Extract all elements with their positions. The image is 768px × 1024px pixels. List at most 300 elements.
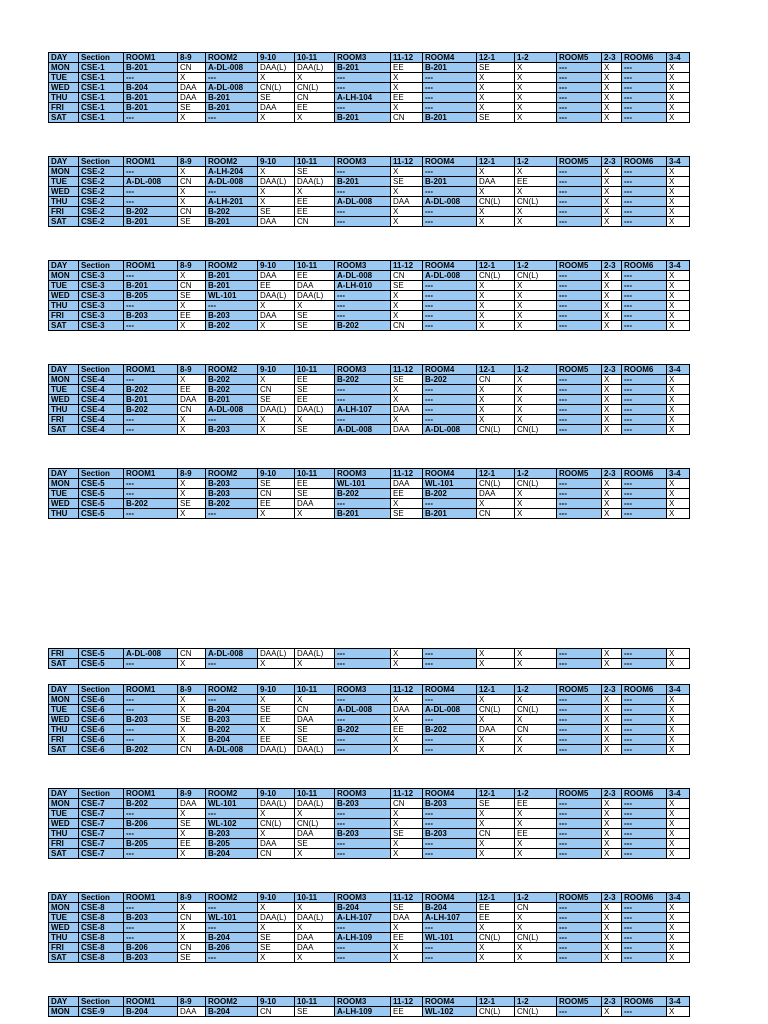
- header-cell: ROOM3: [335, 789, 391, 799]
- table-cell: DAA(L): [295, 649, 335, 659]
- table-cell: FRI: [49, 311, 79, 321]
- table-cell: X: [602, 197, 622, 207]
- table-cell: X: [258, 425, 295, 435]
- table-cell: CSE-8: [79, 933, 124, 943]
- table-cell: CSE-2: [79, 207, 124, 217]
- header-cell: 8-9: [178, 789, 206, 799]
- table-cell: ---: [622, 375, 667, 385]
- table-cell: A-DL-008: [206, 745, 258, 755]
- header-cell: DAY: [49, 53, 79, 63]
- table-cell: THU: [49, 933, 79, 943]
- table-row: [49, 1007, 690, 1017]
- table-cell: X: [515, 375, 557, 385]
- table-cell: ---: [557, 321, 602, 331]
- header-cell: 3-4: [667, 469, 690, 479]
- table-cell: X: [178, 301, 206, 311]
- table-cell: X: [515, 849, 557, 859]
- table-cell: X: [515, 311, 557, 321]
- table-cell: EE: [258, 715, 295, 725]
- header-cell: 9-10: [258, 365, 295, 375]
- table-cell: B-203: [423, 829, 477, 839]
- table-cell: CSE-2: [79, 197, 124, 207]
- table-cell: ---: [557, 177, 602, 187]
- table-cell: X: [258, 923, 295, 933]
- table-cell: X: [178, 725, 206, 735]
- table-cell: ---: [335, 715, 391, 725]
- table-cell: SE: [178, 499, 206, 509]
- table-cell: SE: [258, 479, 295, 489]
- table-cell: ---: [622, 321, 667, 331]
- table-cell: B-206: [124, 819, 178, 829]
- table-cell: ---: [124, 187, 178, 197]
- table-cell: CSE-5: [79, 489, 124, 499]
- table-cell: A-DL-008: [335, 197, 391, 207]
- table-cell: X: [515, 93, 557, 103]
- header-cell: 11-12: [391, 365, 423, 375]
- table-cell: CSE-3: [79, 321, 124, 331]
- table-cell: X: [295, 187, 335, 197]
- header-cell: 8-9: [178, 685, 206, 695]
- table-cell: ---: [335, 735, 391, 745]
- table-cell: ---: [124, 73, 178, 83]
- timetable-block: [48, 648, 690, 669]
- table-cell: A-DL-008: [124, 177, 178, 187]
- table-cell: ---: [622, 819, 667, 829]
- timetable-block: [48, 260, 690, 331]
- table-row: [49, 809, 690, 819]
- table-cell: B-202: [124, 799, 178, 809]
- header-cell: Section: [79, 997, 124, 1007]
- table-cell: ---: [557, 933, 602, 943]
- table-cell: ---: [335, 745, 391, 755]
- header-cell: 2-3: [602, 893, 622, 903]
- table-cell: X: [477, 321, 515, 331]
- table-cell: X: [515, 405, 557, 415]
- table-cell: WED: [49, 819, 79, 829]
- table-cell: B-206: [206, 943, 258, 953]
- table-cell: X: [667, 271, 690, 281]
- table-cell: X: [295, 415, 335, 425]
- table-cell: WED: [49, 291, 79, 301]
- header-cell: 2-3: [602, 157, 622, 167]
- table-cell: CN: [178, 63, 206, 73]
- table-cell: X: [477, 715, 515, 725]
- table-cell: X: [477, 83, 515, 93]
- timetable-block: [48, 892, 690, 963]
- table-cell: X: [295, 113, 335, 123]
- table-cell: SE: [178, 953, 206, 963]
- table-cell: B-202: [335, 375, 391, 385]
- table-cell: X: [602, 395, 622, 405]
- table-cell: DAA: [391, 479, 423, 489]
- header-cell: DAY: [49, 157, 79, 167]
- table-cell: EE: [295, 103, 335, 113]
- header-row: [49, 157, 690, 167]
- table-cell: DAA(L): [258, 291, 295, 301]
- table-cell: X: [602, 385, 622, 395]
- header-cell: ROOM4: [423, 469, 477, 479]
- table-cell: ---: [124, 705, 178, 715]
- table-cell: X: [477, 923, 515, 933]
- table-cell: MON: [49, 375, 79, 385]
- table-cell: ---: [557, 281, 602, 291]
- table-cell: X: [391, 809, 423, 819]
- table-cell: EE: [391, 93, 423, 103]
- table-cell: SAT: [49, 113, 79, 123]
- table-cell: CN(L): [515, 197, 557, 207]
- table-cell: B-202: [124, 207, 178, 217]
- table-cell: ---: [557, 63, 602, 73]
- table-row: [49, 953, 690, 963]
- header-cell: ROOM5: [557, 157, 602, 167]
- table-cell: SE: [295, 311, 335, 321]
- table-cell: CSE-3: [79, 291, 124, 301]
- table-cell: X: [667, 943, 690, 953]
- table-cell: B-201: [124, 395, 178, 405]
- table-cell: A-LH-107: [423, 913, 477, 923]
- table-cell: X: [515, 301, 557, 311]
- table-cell: FRI: [49, 649, 79, 659]
- table-cell: EE: [178, 311, 206, 321]
- table-cell: FRI: [49, 207, 79, 217]
- table-cell: A-DL-008: [124, 649, 178, 659]
- table-cell: A-LH-104: [335, 93, 391, 103]
- table-cell: CN: [178, 913, 206, 923]
- header-cell: 2-3: [602, 789, 622, 799]
- table-cell: B-202: [124, 499, 178, 509]
- table-cell: CN: [178, 405, 206, 415]
- table-cell: X: [667, 217, 690, 227]
- table-cell: ---: [622, 291, 667, 301]
- table-cell: CSE-4: [79, 415, 124, 425]
- table-cell: X: [178, 705, 206, 715]
- table-cell: ---: [557, 705, 602, 715]
- table-cell: CN(L): [295, 819, 335, 829]
- table-cell: DAA: [295, 943, 335, 953]
- table-cell: ---: [335, 953, 391, 963]
- table-row: [49, 301, 690, 311]
- header-cell: 1-2: [515, 261, 557, 271]
- table-cell: X: [391, 301, 423, 311]
- header-cell: ROOM2: [206, 997, 258, 1007]
- table-cell: CN(L): [477, 271, 515, 281]
- table-cell: CN(L): [477, 705, 515, 715]
- table-cell: DAA: [391, 705, 423, 715]
- header-cell: 10-11: [295, 685, 335, 695]
- table-cell: X: [667, 177, 690, 187]
- table-cell: SAT: [49, 953, 79, 963]
- header-cell: 10-11: [295, 157, 335, 167]
- table-cell: CN(L): [258, 819, 295, 829]
- table-cell: X: [391, 923, 423, 933]
- table-cell: X: [667, 93, 690, 103]
- table-cell: X: [602, 207, 622, 217]
- table-cell: ---: [622, 415, 667, 425]
- table-cell: ---: [622, 933, 667, 943]
- table-cell: CN: [391, 113, 423, 123]
- table-cell: A-DL-008: [206, 83, 258, 93]
- header-cell: ROOM5: [557, 53, 602, 63]
- table-cell: ---: [423, 167, 477, 177]
- table-cell: A-DL-008: [423, 425, 477, 435]
- table-cell: B-201: [423, 177, 477, 187]
- table-cell: CSE-1: [79, 103, 124, 113]
- header-cell: 11-12: [391, 997, 423, 1007]
- table-cell: X: [391, 715, 423, 725]
- table-cell: ---: [557, 649, 602, 659]
- table-cell: X: [602, 281, 622, 291]
- table-cell: ---: [557, 93, 602, 103]
- header-cell: ROOM3: [335, 157, 391, 167]
- table-row: [49, 291, 690, 301]
- table-cell: ---: [557, 659, 602, 669]
- table-cell: X: [477, 93, 515, 103]
- table-cell: ---: [557, 499, 602, 509]
- table-cell: DAA(L): [258, 799, 295, 809]
- table-cell: ---: [124, 695, 178, 705]
- table-cell: ---: [423, 291, 477, 301]
- table-cell: CN(L): [515, 705, 557, 715]
- header-cell: ROOM6: [622, 789, 667, 799]
- table-cell: CN: [295, 705, 335, 715]
- table-cell: X: [667, 405, 690, 415]
- table-cell: X: [602, 415, 622, 425]
- table-cell: ---: [124, 375, 178, 385]
- table-cell: MON: [49, 1007, 79, 1017]
- header-cell: ROOM1: [124, 685, 178, 695]
- timetable-block: [48, 156, 690, 227]
- table-cell: X: [515, 715, 557, 725]
- table-cell: ---: [423, 281, 477, 291]
- table-cell: DAA: [477, 725, 515, 735]
- header-cell: 3-4: [667, 789, 690, 799]
- table-cell: CSE-3: [79, 311, 124, 321]
- table-cell: X: [667, 489, 690, 499]
- table-cell: X: [667, 321, 690, 331]
- table-cell: DAA(L): [295, 799, 335, 809]
- table-cell: ---: [124, 509, 178, 519]
- table-cell: B-201: [335, 177, 391, 187]
- timetable-block: [48, 52, 690, 123]
- table-cell: X: [515, 321, 557, 331]
- table-cell: SE: [391, 903, 423, 913]
- table-cell: X: [477, 735, 515, 745]
- table-cell: WED: [49, 83, 79, 93]
- table-cell: ---: [622, 799, 667, 809]
- header-cell: 9-10: [258, 157, 295, 167]
- header-cell: ROOM6: [622, 997, 667, 1007]
- table-cell: X: [258, 187, 295, 197]
- table-cell: ---: [557, 83, 602, 93]
- table-cell: X: [258, 415, 295, 425]
- header-cell: 9-10: [258, 997, 295, 1007]
- table-cell: X: [515, 103, 557, 113]
- table-cell: B-202: [206, 385, 258, 395]
- table-cell: EE: [515, 829, 557, 839]
- table-cell: X: [178, 375, 206, 385]
- table-cell: DAA: [178, 83, 206, 93]
- table-cell: ---: [557, 509, 602, 519]
- table-cell: ---: [206, 73, 258, 83]
- table-cell: ---: [206, 509, 258, 519]
- table-cell: X: [391, 385, 423, 395]
- table-cell: WL-102: [206, 819, 258, 829]
- header-cell: 8-9: [178, 469, 206, 479]
- table-cell: ---: [622, 849, 667, 859]
- table-cell: ---: [622, 839, 667, 849]
- header-cell: ROOM3: [335, 53, 391, 63]
- table-cell: ---: [124, 923, 178, 933]
- table-cell: ---: [423, 93, 477, 103]
- table-cell: ---: [423, 943, 477, 953]
- table-cell: X: [602, 63, 622, 73]
- table-cell: B-201: [124, 281, 178, 291]
- header-cell: 1-2: [515, 893, 557, 903]
- table-cell: SE: [258, 933, 295, 943]
- table-cell: B-202: [124, 745, 178, 755]
- table-cell: X: [602, 425, 622, 435]
- table-cell: ---: [206, 809, 258, 819]
- table-cell: CSE-8: [79, 903, 124, 913]
- table-cell: FRI: [49, 735, 79, 745]
- table-cell: A-LH-109: [335, 1007, 391, 1017]
- table-cell: DAA: [295, 933, 335, 943]
- table-cell: X: [391, 187, 423, 197]
- header-row: [49, 469, 690, 479]
- table-cell: X: [667, 819, 690, 829]
- table-cell: B-203: [335, 829, 391, 839]
- table-cell: ---: [423, 715, 477, 725]
- table-cell: ---: [622, 301, 667, 311]
- table-cell: CN: [295, 93, 335, 103]
- table-cell: DAA: [295, 499, 335, 509]
- header-cell: 2-3: [602, 997, 622, 1007]
- header-cell: 11-12: [391, 261, 423, 271]
- table-row: [49, 113, 690, 123]
- table-cell: X: [515, 913, 557, 923]
- table-cell: CN: [258, 849, 295, 859]
- table-cell: CN: [178, 207, 206, 217]
- table-cell: DAA(L): [258, 649, 295, 659]
- table-cell: CSE-6: [79, 725, 124, 735]
- table-cell: ---: [622, 271, 667, 281]
- header-cell: Section: [79, 685, 124, 695]
- table-cell: B-201: [206, 395, 258, 405]
- header-cell: Section: [79, 157, 124, 167]
- table-cell: CN(L): [258, 83, 295, 93]
- table-cell: X: [178, 659, 206, 669]
- table-cell: B-202: [206, 725, 258, 735]
- table-cell: X: [391, 745, 423, 755]
- table-cell: SE: [178, 291, 206, 301]
- table-row: [49, 913, 690, 923]
- table-cell: X: [667, 415, 690, 425]
- table-cell: CN(L): [477, 933, 515, 943]
- header-cell: 8-9: [178, 997, 206, 1007]
- table-cell: SAT: [49, 425, 79, 435]
- table-cell: CN: [477, 829, 515, 839]
- table-cell: B-204: [335, 903, 391, 913]
- table-cell: X: [477, 415, 515, 425]
- table-cell: CSE-4: [79, 385, 124, 395]
- table-cell: ---: [622, 167, 667, 177]
- header-cell: 12-1: [477, 53, 515, 63]
- table-cell: B-201: [124, 93, 178, 103]
- header-cell: 2-3: [602, 261, 622, 271]
- table-cell: ---: [335, 819, 391, 829]
- table-cell: X: [295, 953, 335, 963]
- table-cell: CN(L): [477, 1007, 515, 1017]
- table-cell: CSE-4: [79, 405, 124, 415]
- table-cell: ---: [622, 705, 667, 715]
- header-cell: ROOM1: [124, 53, 178, 63]
- table-cell: ---: [335, 103, 391, 113]
- header-cell: ROOM4: [423, 261, 477, 271]
- header-cell: DAY: [49, 469, 79, 479]
- table-cell: B-204: [206, 705, 258, 715]
- table-cell: ---: [557, 695, 602, 705]
- table-cell: X: [178, 509, 206, 519]
- table-cell: X: [391, 73, 423, 83]
- table-cell: X: [477, 953, 515, 963]
- table-cell: X: [515, 809, 557, 819]
- table-cell: A-DL-008: [206, 405, 258, 415]
- table-cell: ---: [557, 819, 602, 829]
- header-cell: 12-1: [477, 893, 515, 903]
- header-cell: Section: [79, 789, 124, 799]
- table-cell: SE: [178, 217, 206, 227]
- header-cell: 3-4: [667, 893, 690, 903]
- table-cell: X: [602, 839, 622, 849]
- table-cell: X: [602, 745, 622, 755]
- table-cell: WL-101: [335, 479, 391, 489]
- table-cell: CSE-5: [79, 649, 124, 659]
- table-cell: EE: [178, 839, 206, 849]
- table-cell: CSE-1: [79, 93, 124, 103]
- table-row: [49, 735, 690, 745]
- table-cell: CN: [477, 509, 515, 519]
- table-cell: ---: [124, 903, 178, 913]
- table-cell: EE: [295, 375, 335, 385]
- header-cell: ROOM5: [557, 261, 602, 271]
- table-cell: X: [602, 321, 622, 331]
- table-cell: X: [667, 903, 690, 913]
- table-cell: B-202: [423, 375, 477, 385]
- table-cell: ---: [423, 849, 477, 859]
- table-cell: X: [515, 943, 557, 953]
- table-cell: X: [178, 113, 206, 123]
- table-cell: X: [295, 849, 335, 859]
- table-cell: ---: [423, 187, 477, 197]
- table-cell: CN: [178, 281, 206, 291]
- table-cell: ---: [423, 735, 477, 745]
- table-cell: EE: [295, 479, 335, 489]
- table-cell: B-201: [206, 93, 258, 103]
- table-cell: A-DL-008: [423, 705, 477, 715]
- table-cell: THU: [49, 93, 79, 103]
- table-cell: X: [477, 395, 515, 405]
- table-cell: CN: [178, 649, 206, 659]
- header-cell: DAY: [49, 261, 79, 271]
- table-cell: DAA(L): [295, 291, 335, 301]
- header-cell: ROOM4: [423, 997, 477, 1007]
- header-row: [49, 53, 690, 63]
- table-cell: X: [391, 291, 423, 301]
- table-cell: ---: [622, 217, 667, 227]
- table-cell: X: [667, 83, 690, 93]
- table-row: [49, 659, 690, 669]
- table-cell: ---: [124, 489, 178, 499]
